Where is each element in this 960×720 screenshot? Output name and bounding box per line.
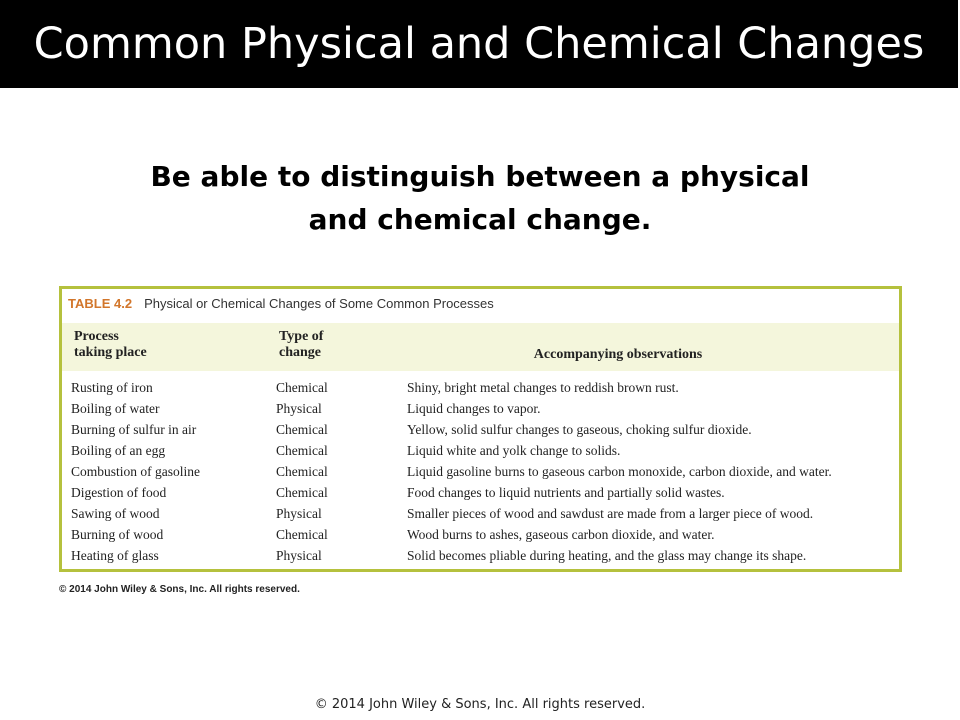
header-process-line: taking place [74,345,147,360]
table-row [62,505,899,526]
cell-observation: Solid becomes pliable during heating, and the glass may change its shape. [407,548,807,563]
cell-type: Physical [276,506,322,521]
cell-type: Chemical [276,485,328,500]
header-process-line: Process [74,329,119,344]
table-number: TABLE 4.2 [68,296,133,311]
cell-observation: Food changes to liquid nutrients and partially solid wastes. [407,485,725,500]
header-observations: Accompanying observations [533,347,703,362]
cell-type: Physical [276,548,322,563]
cell-type: Chemical [276,464,328,479]
cell-process: Combustion of gasoline [71,464,200,479]
cell-process: Rusting of iron [71,380,153,395]
cell-observation: Wood burns to ashes, gaseous carbon dioxide, and water. [407,527,715,542]
cell-observation: Liquid gasoline burns to gaseous carbon monoxide, carbon dioxide, and water. [407,464,832,479]
table-row [62,463,899,484]
cell-process: Sawing of wood [71,506,160,521]
header-type-line: change [279,345,321,360]
table-caption [68,295,494,313]
cell-process: Heating of glass [71,548,159,563]
table-row [62,484,899,505]
cell-observation: Liquid changes to vapor. [407,401,541,416]
table-header-row [62,323,899,371]
footer-copyright: © 2014 John Wiley & Sons, Inc. All rights reserved. [314,697,646,712]
cell-type: Chemical [276,527,328,542]
table-row [62,442,899,463]
table-4-2 [59,286,902,572]
cell-observation: Liquid white and yolk change to solids. [407,443,621,458]
cell-type: Chemical [276,422,328,437]
table-caption-text: Physical or Chemical Changes of Some Common Processes [144,296,494,311]
cell-process: Boiling of water [71,401,160,416]
cell-type: Physical [276,401,322,416]
cell-type: Chemical [276,380,328,395]
cell-type: Chemical [276,443,328,458]
cell-process: Boiling of an egg [71,443,166,458]
cell-process: Burning of sulfur in air [71,422,197,437]
table-row [62,379,899,400]
header-process [74,329,264,361]
table-row [62,526,899,547]
cell-observation: Smaller pieces of wood and sawdust are made from a larger piece of wood. [407,506,814,521]
cell-observation: Shiny, bright metal changes to reddish brown rust. [407,380,679,395]
header-type [279,329,389,361]
cell-process: Burning of wood [71,527,164,542]
header-type-line: Type of [279,329,324,344]
cell-process: Digestion of food [71,485,167,500]
cell-observation: Yellow, solid sulfur changes to gaseous, choking sulfur dioxide. [407,422,752,437]
table-body [62,379,899,568]
table-row [62,421,899,442]
subtitle-line: and chemical change. [308,203,652,236]
table-row [62,400,899,421]
table-row [62,547,899,568]
table-copyright: © 2014 John Wiley & Sons, Inc. All rights reserved. [59,584,300,595]
slide-title: Common Physical and Chemical Changes [33,19,925,69]
subtitle-line: Be able to distinguish between a physical [150,160,810,193]
slide-subtitle [0,155,960,241]
title-bar [0,0,958,88]
